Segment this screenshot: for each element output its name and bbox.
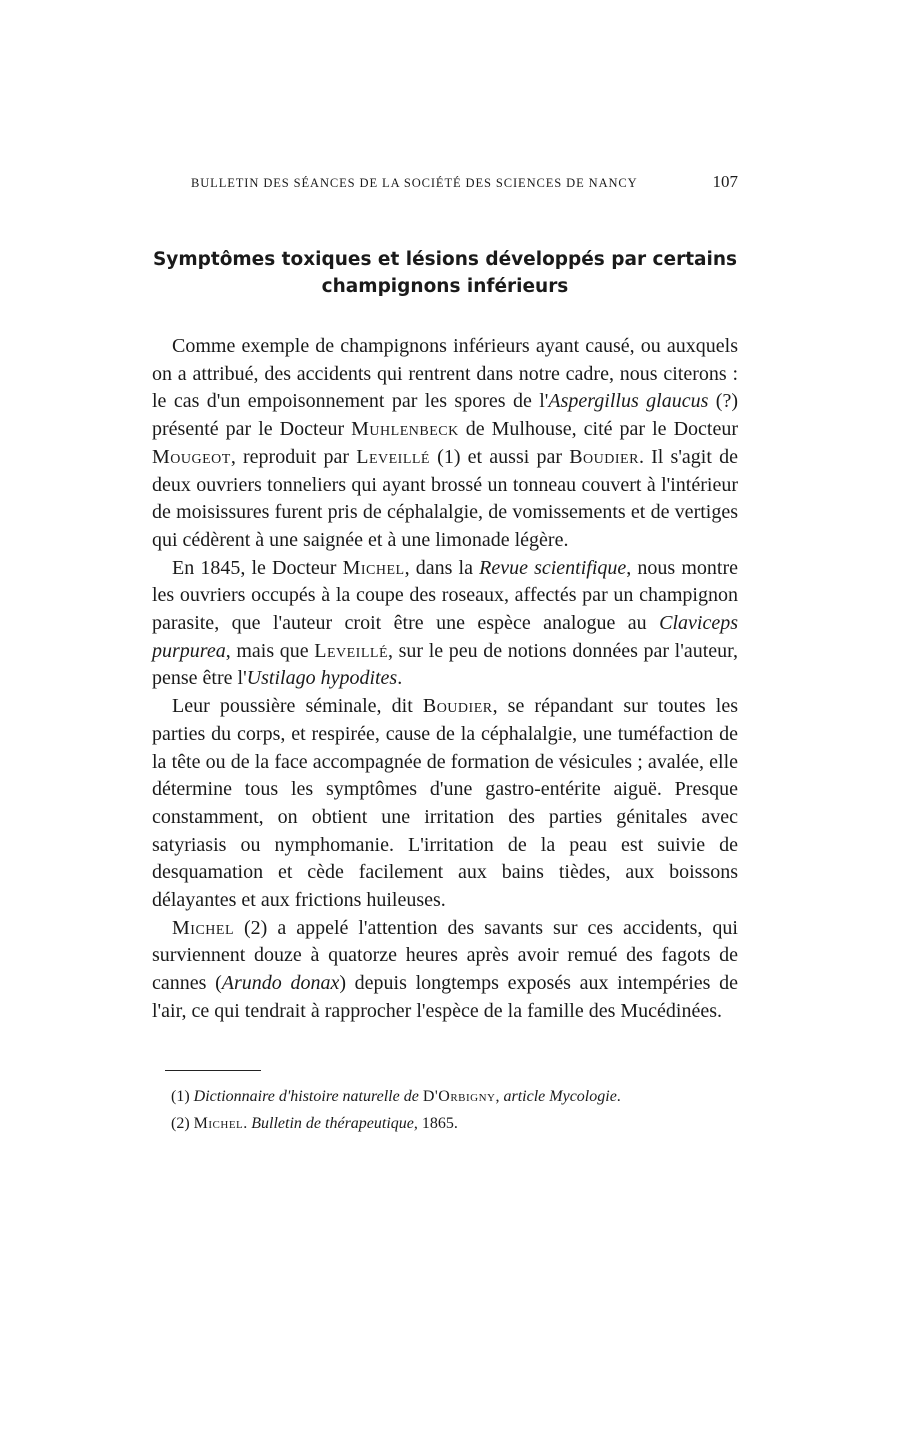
text-run: En 1845, le Docteur — [172, 556, 343, 579]
footnote-text: , 1865. — [413, 1114, 458, 1132]
author-name: Boudier — [569, 445, 639, 468]
author-name: D'Orbigny — [422, 1087, 496, 1105]
species-name: Arundo donax — [221, 972, 340, 995]
author-name: Leveillé — [314, 639, 388, 662]
text-run: de Mulhouse, cité par le Docteur — [458, 418, 739, 441]
footnote-divider — [165, 1070, 261, 1071]
text-run: , nous montre les ouvriers occupés à la coupe des roseaux, affectés par un champignon parasite, que l'auteur croit être une espèce analogue au — [152, 556, 738, 635]
text-run: . Il s'agit de deux ouvriers tonneliers qui ayant brossé un tonneau couvert à l'intérieur de moisissures furent pris de céphalalgie, de vomissements et de vertiges qui cédèrent à une saignée et à une limonade légère. — [152, 445, 738, 551]
paragraph-aspergillus-case — [152, 333, 738, 555]
footnote-text: . — [616, 1087, 621, 1105]
footnote-marker: (1) — [171, 1087, 194, 1105]
text-run: (?) présenté par le Docteur — [152, 390, 738, 441]
text-run: (2) a appelé l'attention des savants sur ces accidents, qui surviennent douze à quatorze heures après avoir remué des fagots de cannes ( — [152, 916, 738, 995]
article-title — [152, 246, 738, 300]
paragraph-michel-attention — [152, 915, 738, 1026]
paragraph-symptoms — [152, 693, 738, 915]
footnote-text: Dictionnaire d'histoire naturelle de — [193, 1087, 419, 1105]
species-name: Claviceps purpurea — [152, 612, 738, 662]
footnote-text: . — [243, 1114, 252, 1132]
species-name: Ustilago hypodites — [246, 667, 398, 690]
author-name: Leveillé — [356, 445, 430, 468]
journal-name: Revue scientifique — [479, 556, 627, 579]
footnote-1 — [171, 1083, 738, 1110]
footnote-text: article Mycologie — [503, 1087, 617, 1105]
footnote-2 — [171, 1110, 738, 1137]
footnote-marker: (2) — [171, 1114, 194, 1132]
author-name: Michel — [193, 1114, 244, 1132]
page-number: 107 — [712, 172, 738, 191]
text-run: ) depuis longtemps exposés aux intempéries de l'air, ce qui tendrait à rapprocher l'espèce de la famille des Mucédinées. — [152, 972, 738, 1022]
text-run: , sur le peu de notions données par l'auteur, pense être l' — [152, 639, 738, 690]
footnotes — [171, 1083, 738, 1137]
book-page — [152, 172, 738, 1137]
footnote-text: Bulletin de thérapeutique — [251, 1114, 414, 1132]
footnote-text: , — [495, 1087, 504, 1105]
article-title-line-1: Symptômes toxiques et lésions développés par certains — [152, 249, 738, 270]
text-run: , se répandant sur toutes les parties du corps, et respirée, cause de la céphalalgie, une tuméfaction de la tête ou de la face accompagnée de formation de vésicules ; avalée, elle détermine tous les symptômes d'une gastro-entérite aiguë. Presque constamment, on obtient une irritation des parties génitales avec satyriasis ou nymphomanie. L'irritation de la peau est suivie de desquamation et cède facilement aux bains tièdes, aux boissons délayantes et aux frictions huileuses. — [152, 695, 738, 912]
text-run: (1) et aussi par — [429, 445, 570, 468]
text-run: Leur poussière séminale, dit — [172, 695, 423, 718]
author-name: Muhlenbeck — [351, 418, 459, 441]
author-name: Michel — [172, 916, 234, 939]
species-name: Aspergillus glaucus — [548, 390, 709, 413]
running-title: BULLETIN DES SÉANCES DE LA SOCIÉTÉ DES SCIENCES DE NANCY — [191, 176, 638, 190]
text-run: . — [397, 667, 403, 690]
author-name: Mougeot — [152, 445, 231, 468]
text-run: Comme exemple de champignons inférieurs ayant causé, ou auxquels on a attribué, des accidents qui rentrent dans notre cadre, nous citerons : le cas d'un empoisonnement par les spores de l' — [152, 335, 738, 413]
author-name: Michel — [342, 556, 405, 579]
author-name: Boudier — [422, 695, 493, 718]
article-title-line-2: champignons inférieurs — [321, 276, 569, 297]
paragraph-michel-1845 — [152, 555, 738, 694]
text-run: , dans la — [404, 556, 480, 579]
running-header — [191, 172, 738, 192]
article-body — [152, 333, 738, 1026]
text-run: , mais que — [225, 639, 315, 662]
text-run: , reproduit par — [230, 445, 357, 468]
